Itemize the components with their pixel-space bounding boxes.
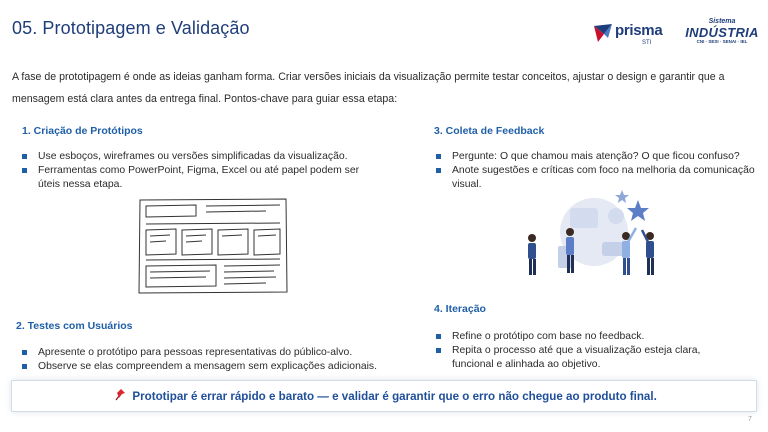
section-2-title: 2. Testes com Usuários — [16, 320, 133, 332]
list-item: Pergunte: O que chamou mais atenção? O que ficou confuso? — [434, 150, 760, 164]
industria-logo-main: INDÚSTRIA — [685, 25, 759, 40]
prisma-logo — [592, 20, 664, 50]
prisma-logo-sub: STI — [642, 40, 652, 46]
list-item: Use esboços, wireframes ou versões simplificadas da visualização. — [20, 150, 372, 164]
team-feedback-illustration — [518, 186, 668, 294]
section-4-title: 4. Iteração — [434, 303, 486, 315]
list-item: Refine o protótipo com base no feedback. — [434, 330, 734, 344]
intro-paragraph: A fase de prototipagem é onde as ideias ganham forma. Criar versões iniciais da visualização permite testar conceitos, ajustar o design e garantir que a mensagem está clara antes da entrega final. Pontos-chave para guiar essa etapa: — [12, 71, 725, 105]
section-3-title: 3. Coleta de Feedback — [434, 125, 545, 137]
list-item: Ferramentas como PowerPoint, Figma, Excel ou até papel podem ser úteis nessa etapa. — [20, 164, 372, 192]
list-item: Anote sugestões e críticas com foco na melhoria da comunicação visual. — [434, 164, 760, 192]
section-1-list — [20, 150, 372, 192]
section-1-title: 1. Criação de Protótipos — [22, 125, 143, 137]
prisma-mark-icon — [592, 22, 614, 44]
list-item: Observe se elas compreendem a mensagem sem explicações adicionais. — [20, 360, 400, 374]
page-number: 7 — [748, 416, 752, 423]
industria-logo-top: Sistema — [708, 18, 736, 25]
page-title: 05. Prototipagem e Validação — [12, 18, 250, 38]
sistema-industria-logo — [682, 18, 762, 48]
key-message-banner — [11, 380, 757, 412]
section-2-list — [20, 346, 400, 374]
list-item: Apresente o protótipo para pessoas representativas do público-alvo. — [20, 346, 400, 360]
list-item: Repita o processo até que a visualização esteja clara, funcional e alinhada ao objetivo. — [434, 344, 734, 372]
banner-text: Prototipar é errar rápido e barato — e validar é garantir que o erro não chegue ao produto final. — [132, 390, 657, 403]
wireframe-sketch-illustration — [136, 196, 290, 296]
industria-logo-tail: CNI · SESI · SENAI · IEL — [696, 39, 748, 44]
pushpin-icon — [113, 389, 125, 401]
section-4-list — [434, 330, 734, 372]
prisma-logo-name: prisma — [615, 22, 663, 39]
